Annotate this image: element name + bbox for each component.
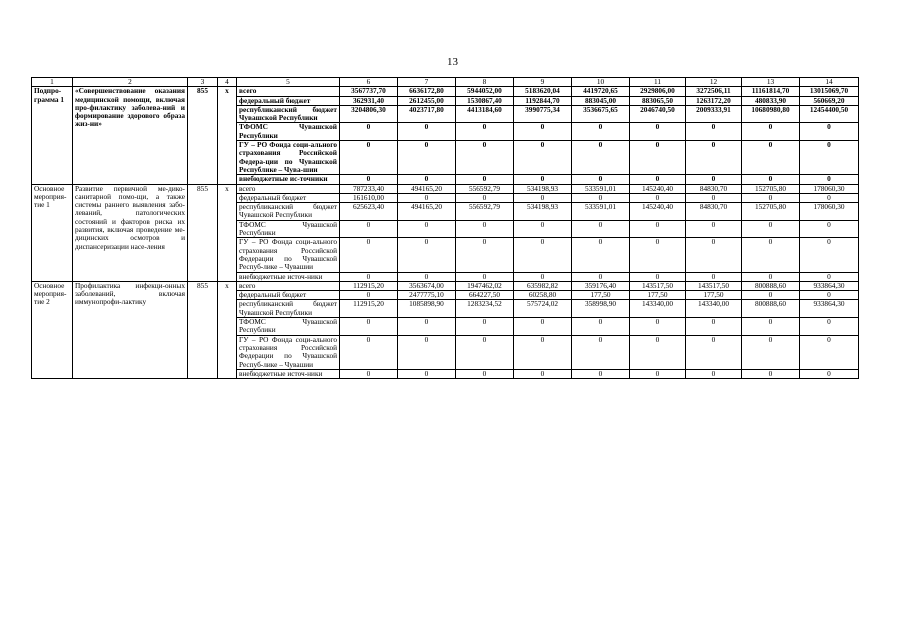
value-cell: 533591,01	[572, 203, 630, 221]
header-cell: 2	[73, 78, 188, 87]
value-cell: 0	[456, 123, 514, 141]
value-cell: 0	[572, 123, 630, 141]
value-cell: 0	[630, 318, 686, 336]
value-cell: 3563674,00	[398, 281, 456, 290]
value-cell: 3204806,30	[340, 105, 398, 123]
value-cell: 0	[800, 193, 859, 202]
value-cell: 60258,80	[514, 291, 572, 300]
value-cell: 0	[572, 369, 630, 378]
value-cell: 5183620,04	[514, 87, 572, 96]
value-cell: 0	[456, 335, 514, 369]
value-cell: 933864,30	[800, 300, 859, 318]
value-cell: 0	[340, 141, 398, 175]
value-cell: 359176,40	[572, 281, 630, 290]
value-cell: 0	[456, 141, 514, 175]
funding-source: ГУ – РО Фонда соци-ального страхования Российской Федера-ции по Чувашской Республике – Чува-шии	[237, 141, 340, 175]
value-cell: 0	[514, 272, 572, 281]
value-cell: 358998,90	[572, 300, 630, 318]
funding-source: ТФОМС Чувашской Республики	[237, 123, 340, 141]
value-cell: 177,50	[630, 291, 686, 300]
value-cell: 787233,40	[340, 184, 398, 193]
value-cell: 0	[800, 369, 859, 378]
value-cell: 0	[572, 318, 630, 336]
table-row	[32, 87, 859, 96]
value-cell: 0	[514, 123, 572, 141]
value-cell: 362931,40	[340, 96, 398, 105]
value-cell: 0	[742, 318, 800, 336]
value-cell: 0	[800, 220, 859, 238]
value-cell: 0	[742, 220, 800, 238]
value-cell: 0	[800, 318, 859, 336]
value-cell: 0	[572, 175, 630, 184]
value-cell: 0	[398, 369, 456, 378]
header-cell: 7	[398, 78, 456, 87]
value-cell: 0	[572, 193, 630, 202]
value-cell: 2477775,10	[398, 291, 456, 300]
header-cell: 5	[237, 78, 340, 87]
header-cell: 8	[456, 78, 514, 87]
budget-table	[31, 77, 859, 379]
value-cell: 0	[398, 335, 456, 369]
value-cell: 152705,80	[742, 203, 800, 221]
value-cell: 145240,40	[630, 184, 686, 193]
value-cell: 1947462,02	[456, 281, 514, 290]
value-cell: 112915,20	[340, 300, 398, 318]
value-cell: 0	[630, 220, 686, 238]
value-cell: 0	[456, 193, 514, 202]
program-x: x	[218, 281, 237, 378]
value-cell: 3272506,11	[686, 87, 742, 96]
value-cell: 11161814,70	[742, 87, 800, 96]
value-cell: 112915,20	[340, 281, 398, 290]
header-cell: 13	[742, 78, 800, 87]
value-cell: 10680980,80	[742, 105, 800, 123]
value-cell: 0	[742, 193, 800, 202]
funding-source: республиканский бюджет Чувашской Республики	[237, 300, 340, 318]
value-cell: 0	[800, 272, 859, 281]
value-cell: 0	[800, 291, 859, 300]
value-cell: 2046740,50	[630, 105, 686, 123]
funding-source: всего	[237, 184, 340, 193]
header-cell: 3	[188, 78, 218, 87]
header-cell: 14	[800, 78, 859, 87]
funding-source: внебюджетные источ-ники	[237, 369, 340, 378]
value-cell: 0	[572, 220, 630, 238]
value-cell: 0	[340, 238, 398, 272]
value-cell: 0	[340, 369, 398, 378]
value-cell: 0	[340, 272, 398, 281]
value-cell: 0	[742, 335, 800, 369]
value-cell: 0	[572, 141, 630, 175]
value-cell: 0	[340, 318, 398, 336]
value-cell: 0	[514, 369, 572, 378]
header-row	[32, 78, 859, 87]
value-cell: 145240,40	[630, 203, 686, 221]
value-cell: 178060,30	[800, 203, 859, 221]
value-cell: 0	[398, 123, 456, 141]
value-cell: 2612455,00	[398, 96, 456, 105]
value-cell: 883045,00	[572, 96, 630, 105]
value-cell: 0	[514, 193, 572, 202]
value-cell: 635982,82	[514, 281, 572, 290]
value-cell: 0	[456, 220, 514, 238]
value-cell: 143517,50	[630, 281, 686, 290]
value-cell: 0	[514, 238, 572, 272]
value-cell: 0	[686, 193, 742, 202]
header-cell: 6	[340, 78, 398, 87]
value-cell: 494165,20	[398, 184, 456, 193]
funding-source: ТФОМС Чувашской Республики	[237, 318, 340, 336]
value-cell: 0	[686, 318, 742, 336]
page-number: 13	[447, 56, 458, 68]
value-cell: 0	[800, 141, 859, 175]
value-cell: 84830,70	[686, 184, 742, 193]
program-code: 855	[188, 281, 218, 378]
value-cell: 0	[800, 238, 859, 272]
value-cell: 0	[630, 141, 686, 175]
value-cell: 0	[456, 318, 514, 336]
value-cell: 3567737,70	[340, 87, 398, 96]
value-cell: 0	[630, 272, 686, 281]
value-cell: 0	[742, 369, 800, 378]
value-cell: 575724,02	[514, 300, 572, 318]
value-cell: 0	[398, 238, 456, 272]
funding-source: федеральный бюджет	[237, 193, 340, 202]
program-name: Развитие первичной ме-дико-санитарной помо-щи, а также системы раннего выявления забо-леваний, патологических состояний и факторов риска их развития, включая проведение ме-дицинских осмотров и диспансеризации насе-ления	[73, 184, 188, 281]
funding-source: ГУ – РО Фонда соци-ального страхования Российской Федерации по Чувашской Респуб-лике – Чувашии	[237, 238, 340, 272]
value-cell: 0	[514, 175, 572, 184]
value-cell: 0	[686, 220, 742, 238]
value-cell: 533591,01	[572, 184, 630, 193]
value-cell: 0	[340, 220, 398, 238]
value-cell: 0	[340, 335, 398, 369]
value-cell: 800888,60	[742, 281, 800, 290]
value-cell: 161610,00	[340, 193, 398, 202]
program-x: x	[218, 184, 237, 281]
value-cell: 0	[398, 193, 456, 202]
value-cell: 0	[742, 141, 800, 175]
value-cell: 143340,00	[630, 300, 686, 318]
table-row	[32, 281, 859, 290]
program-x: x	[218, 87, 237, 184]
value-cell: 0	[630, 335, 686, 369]
value-cell: 1263172,20	[686, 96, 742, 105]
program-name: «Совершенствование оказания медицинской помощи, включая про-филактику заболева-ний и формирование здорового образа жиз-ни»	[73, 87, 188, 184]
value-cell: 0	[572, 238, 630, 272]
value-cell: 4023717,80	[398, 105, 456, 123]
funding-source: федеральный бюджет	[237, 96, 340, 105]
value-cell: 3536675,65	[572, 105, 630, 123]
value-cell: 0	[742, 291, 800, 300]
value-cell: 2009333,91	[686, 105, 742, 123]
header-cell: 11	[630, 78, 686, 87]
value-cell: 0	[686, 123, 742, 141]
header-cell: 4	[218, 78, 237, 87]
value-cell: 0	[340, 175, 398, 184]
value-cell: 4413184,60	[456, 105, 514, 123]
header-cell: 9	[514, 78, 572, 87]
value-cell: 0	[686, 335, 742, 369]
program-code: 855	[188, 87, 218, 184]
value-cell: 2929806,00	[630, 87, 686, 96]
value-cell: 0	[398, 220, 456, 238]
value-cell: 0	[340, 291, 398, 300]
value-cell: 0	[398, 175, 456, 184]
funding-source: федеральный бюджет	[237, 291, 340, 300]
value-cell: 178060,30	[800, 184, 859, 193]
value-cell: 0	[456, 238, 514, 272]
value-cell: 1283234,52	[456, 300, 514, 318]
value-cell: 0	[514, 220, 572, 238]
header-cell: 1	[32, 78, 73, 87]
value-cell: 0	[742, 272, 800, 281]
value-cell: 1085898,90	[398, 300, 456, 318]
value-cell: 0	[742, 175, 800, 184]
program-label: Основное мероприя-тие 2	[32, 281, 73, 378]
value-cell: 0	[456, 272, 514, 281]
value-cell: 5944052,00	[456, 87, 514, 96]
value-cell: 560669,20	[800, 96, 859, 105]
value-cell: 0	[630, 369, 686, 378]
value-cell: 556592,79	[456, 203, 514, 221]
value-cell: 0	[800, 123, 859, 141]
value-cell: 0	[686, 238, 742, 272]
value-cell: 0	[686, 272, 742, 281]
value-cell: 12454400,50	[800, 105, 859, 123]
value-cell: 177,50	[572, 291, 630, 300]
value-cell: 0	[686, 141, 742, 175]
funding-source: ГУ – РО Фонда соци-ального страхования Российской Федерации по Чувашской Респуб-лике – Чувашии	[237, 335, 340, 369]
value-cell: 0	[572, 272, 630, 281]
value-cell: 494165,20	[398, 203, 456, 221]
funding-source: всего	[237, 87, 340, 96]
value-cell: 0	[630, 238, 686, 272]
funding-source: внебюджетные источ-ники	[237, 272, 340, 281]
value-cell: 143340,00	[686, 300, 742, 318]
value-cell: 0	[800, 335, 859, 369]
funding-source: внебюджетные ис-точники	[237, 175, 340, 184]
value-cell: 625623,40	[340, 203, 398, 221]
value-cell: 0	[630, 123, 686, 141]
value-cell: 1192844,70	[514, 96, 572, 105]
header-cell: 12	[686, 78, 742, 87]
value-cell: 0	[686, 369, 742, 378]
value-cell: 3990775,34	[514, 105, 572, 123]
program-label: Подпро-грамма 1	[32, 87, 73, 184]
value-cell: 800888,60	[742, 300, 800, 318]
value-cell: 556592,79	[456, 184, 514, 193]
value-cell: 0	[398, 272, 456, 281]
program-code: 855	[188, 184, 218, 281]
value-cell: 143517,50	[686, 281, 742, 290]
value-cell: 0	[456, 175, 514, 184]
value-cell: 534198,93	[514, 184, 572, 193]
value-cell: 152705,80	[742, 184, 800, 193]
value-cell: 0	[800, 175, 859, 184]
value-cell: 0	[742, 123, 800, 141]
value-cell: 0	[742, 238, 800, 272]
program-name: Профилактика инфекци-онных заболеваний, включая иммунопрофи-лактику	[73, 281, 188, 378]
value-cell: 0	[686, 175, 742, 184]
value-cell: 6636172,80	[398, 87, 456, 96]
funding-source: республиканский бюджет Чувашской Республики	[237, 105, 340, 123]
value-cell: 1530867,40	[456, 96, 514, 105]
value-cell: 0	[514, 318, 572, 336]
value-cell: 0	[514, 141, 572, 175]
value-cell: 480833,90	[742, 96, 800, 105]
value-cell: 0	[572, 335, 630, 369]
value-cell: 0	[514, 335, 572, 369]
value-cell: 933864,30	[800, 281, 859, 290]
value-cell: 883065,50	[630, 96, 686, 105]
header-cell: 10	[572, 78, 630, 87]
value-cell: 664227,50	[456, 291, 514, 300]
funding-source: всего	[237, 281, 340, 290]
value-cell: 4419720,65	[572, 87, 630, 96]
value-cell: 84830,70	[686, 203, 742, 221]
value-cell: 0	[456, 369, 514, 378]
program-label: Основное мероприя-тие 1	[32, 184, 73, 281]
value-cell: 0	[630, 193, 686, 202]
table-row	[32, 184, 859, 193]
value-cell: 0	[398, 318, 456, 336]
value-cell: 534198,93	[514, 203, 572, 221]
value-cell: 0	[630, 175, 686, 184]
funding-source: ТФОМС Чувашской Республики	[237, 220, 340, 238]
value-cell: 0	[398, 141, 456, 175]
value-cell: 13015069,70	[800, 87, 859, 96]
funding-source: республиканский бюджет Чувашской Республики	[237, 203, 340, 221]
value-cell: 177,50	[686, 291, 742, 300]
value-cell: 0	[340, 123, 398, 141]
